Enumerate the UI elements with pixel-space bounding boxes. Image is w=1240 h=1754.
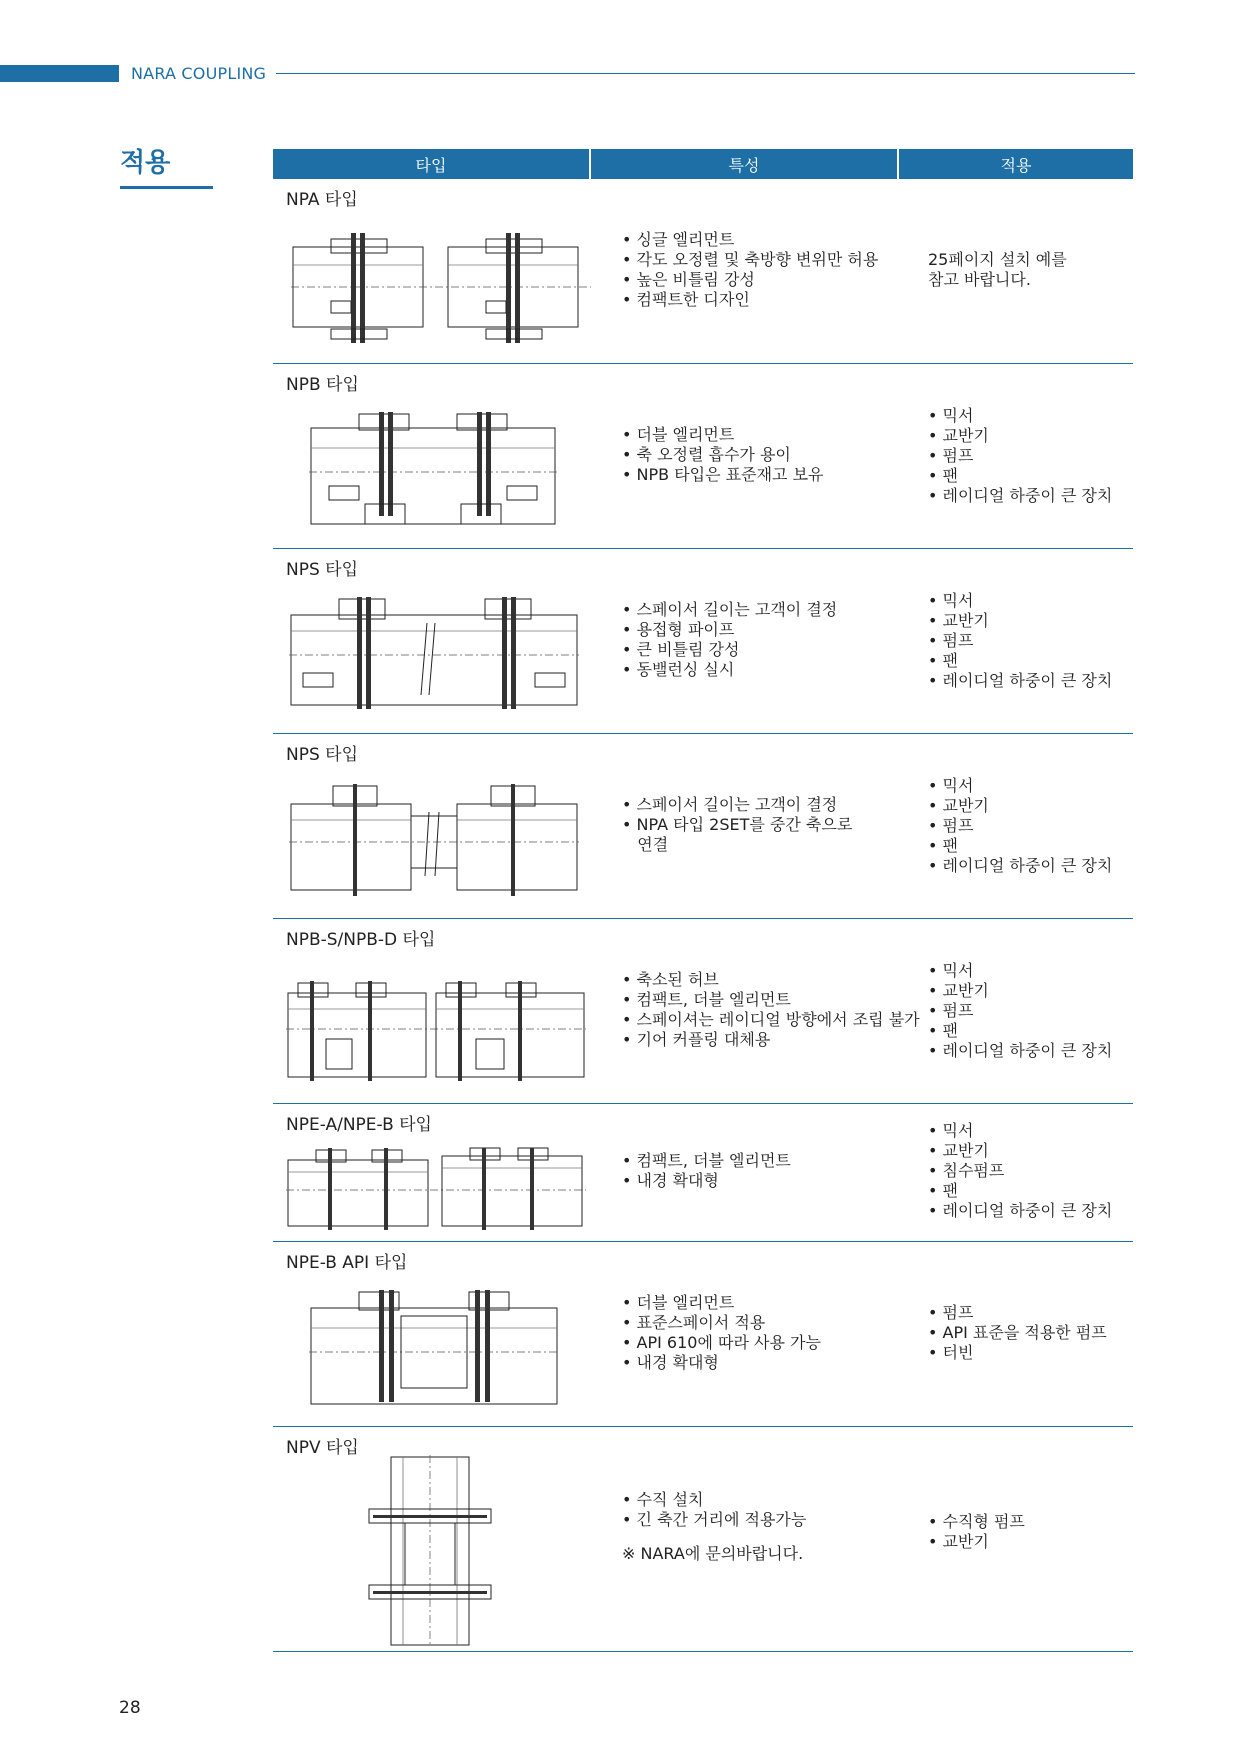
application-item: • 교반기: [928, 1532, 989, 1551]
feature-list: [622, 970, 920, 1050]
row-type-name: NPA 타입: [286, 190, 358, 210]
application-item: • API 표준을 적용한 펌프: [928, 1323, 1107, 1342]
application-item: 25페이지 설치 예를: [928, 250, 1067, 269]
header-brand: NARA COUPLING: [131, 64, 267, 83]
feature-item: • 축소된 허브: [622, 970, 719, 989]
application-list: [928, 1303, 1107, 1363]
application-list: [928, 961, 1112, 1061]
feature-item: 연결: [622, 835, 669, 854]
row-type-name: NPE-A/NPE-B 타입: [286, 1115, 432, 1135]
coupling-drawing-npe-b-api: [309, 1286, 559, 1414]
application-item: • 펌프: [928, 816, 974, 835]
coupling-drawing-npe: [286, 1146, 586, 1234]
feature-item: • API 610에 따라 사용 가능: [622, 1333, 821, 1352]
feature-item: • 기어 커플링 대체용: [622, 1030, 771, 1049]
table-header: [273, 149, 1133, 179]
feature-item: • 스페이셔는 레이디얼 방향에서 조립 불가: [622, 1010, 920, 1029]
coupling-drawing-npb: [309, 408, 557, 536]
application-item: • 믹서: [928, 406, 974, 425]
table-row: [273, 734, 1133, 919]
feature-item: • 컴팩트, 더블 엘리먼트: [622, 990, 791, 1009]
feature-list: [622, 1293, 821, 1373]
application-item: • 레이디얼 하중이 큰 장치: [928, 671, 1113, 690]
application-item: • 팬: [928, 651, 958, 670]
feature-item: • 컴팩트한 디자인: [622, 290, 750, 309]
table-row: [273, 1104, 1133, 1242]
feature-item: • 더블 엘리먼트: [622, 425, 735, 444]
application-list: [928, 1121, 1112, 1221]
application-list: [928, 1512, 1025, 1552]
application-item: • 레이디얼 하중이 큰 장치: [928, 856, 1113, 875]
application-list: [928, 406, 1112, 506]
application-item: • 믹서: [928, 776, 974, 795]
feature-item: • 각도 오정렬 및 축방향 변위만 허용: [622, 250, 879, 269]
feature-list: [622, 1151, 791, 1191]
application-item: • 수직형 펌프: [928, 1512, 1025, 1531]
application-item: • 교반기: [928, 611, 989, 630]
application-item: • 믹서: [928, 961, 974, 980]
application-item: • 펌프: [928, 1303, 974, 1322]
feature-list: [622, 795, 852, 855]
feature-item: • 내경 확대형: [622, 1353, 719, 1372]
application-item: • 침수펌프: [928, 1161, 1005, 1180]
row-type-name: NPB-S/NPB-D 타입: [286, 930, 436, 950]
coupling-drawing-nps-2set: [289, 780, 579, 906]
application-list: [928, 250, 1067, 290]
row-type-name: NPV 타입: [286, 1438, 359, 1458]
application-item: • 레이디얼 하중이 큰 장치: [928, 1041, 1113, 1060]
feature-item: • 수직 설치: [622, 1490, 704, 1509]
row-type-name: NPE-B API 타입: [286, 1253, 408, 1273]
feature-item: • 동밸런싱 실시: [622, 660, 735, 679]
feature-item: • 스페이서 길이는 고객이 결정: [622, 600, 838, 619]
feature-item: • NPB 타입은 표준재고 보유: [622, 465, 824, 484]
feature-item: • 긴 축간 거리에 적용가능: [622, 1510, 807, 1529]
section-title: 적용: [120, 148, 171, 178]
section-underline: [120, 186, 213, 189]
table-row: [273, 179, 1133, 364]
feature-item: • 표준스페이서 적용: [622, 1313, 766, 1332]
column-header-type: 타입: [273, 149, 589, 179]
application-item: • 펌프: [928, 1001, 974, 1020]
coupling-drawing-npa: [291, 229, 591, 349]
application-list: [928, 591, 1112, 691]
feature-item: • 스페이서 길이는 고객이 결정: [622, 795, 838, 814]
page-number: 28: [119, 1698, 141, 1718]
application-item: • 교반기: [928, 981, 989, 1000]
application-list: [928, 776, 1112, 876]
application-item: • 팬: [928, 836, 958, 855]
feature-item: • 컴팩트, 더블 엘리먼트: [622, 1151, 791, 1170]
application-item: 참고 바랍니다.: [928, 270, 1031, 289]
application-item: • 교반기: [928, 796, 989, 815]
feature-item: • 싱글 엘리먼트: [622, 230, 735, 249]
application-item: • 교반기: [928, 426, 989, 445]
application-item: • 터빈: [928, 1343, 974, 1362]
feature-list: [622, 1490, 806, 1564]
table-row: [273, 1242, 1133, 1427]
application-item: • 펌프: [928, 631, 974, 650]
feature-list: [622, 425, 823, 485]
column-header-features: 특성: [591, 149, 897, 179]
feature-list: [622, 230, 878, 310]
feature-item: • NPA 타입 2SET를 중간 축으로: [622, 815, 853, 834]
header-rule: [276, 73, 1135, 74]
row-type-name: NPS 타입: [286, 745, 359, 765]
application-item: • 펌프: [928, 446, 974, 465]
feature-item: • 축 오정렬 흡수가 용이: [622, 445, 791, 464]
table-row: [273, 1427, 1133, 1652]
row-type-name: NPB 타입: [286, 375, 359, 395]
application-item: • 믹서: [928, 1121, 974, 1140]
application-item: • 레이디얼 하중이 큰 장치: [928, 486, 1113, 505]
feature-item: • 큰 비틀림 강성: [622, 640, 740, 659]
coupling-drawing-nps: [289, 595, 579, 721]
feature-item: • 더블 엘리먼트: [622, 1293, 735, 1312]
application-item: • 교반기: [928, 1141, 989, 1160]
header-accent-bar: [0, 65, 119, 82]
table-row: [273, 364, 1133, 549]
feature-list: [622, 600, 837, 680]
application-item: • 레이디얼 하중이 큰 장치: [928, 1201, 1113, 1220]
contact-note: ※ NARA에 문의바랍니다.: [622, 1544, 804, 1563]
application-item: • 팬: [928, 1021, 958, 1040]
table-row: [273, 549, 1133, 734]
table-row: [273, 919, 1133, 1104]
application-item: • 팬: [928, 1181, 958, 1200]
coupling-drawing-npv: [365, 1455, 495, 1647]
feature-item: • 용접형 파이프: [622, 620, 735, 639]
column-header-application: 적용: [899, 149, 1133, 179]
application-item: • 믹서: [928, 591, 974, 610]
feature-item: • 내경 확대형: [622, 1171, 719, 1190]
coupling-drawing-npb-s-npb-d: [286, 979, 586, 1089]
application-item: • 팬: [928, 466, 958, 485]
row-type-name: NPS 타입: [286, 560, 359, 580]
feature-item: • 높은 비틀림 강성: [622, 270, 755, 289]
